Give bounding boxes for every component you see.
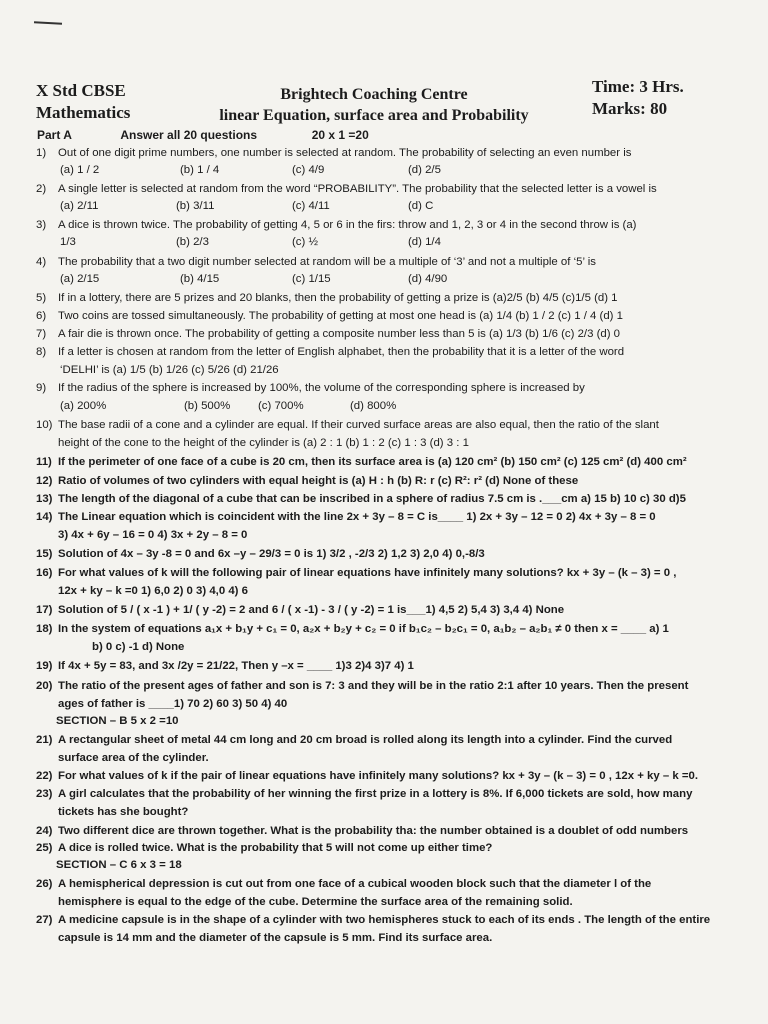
question-number: 18) bbox=[36, 623, 53, 635]
question-number: 17) bbox=[36, 604, 53, 616]
option-d: (d) 2/5 bbox=[408, 164, 441, 176]
marks-label: Marks: 80 bbox=[592, 99, 668, 118]
part-a-label: Part A bbox=[37, 128, 72, 142]
question-6 bbox=[36, 309, 736, 323]
question-16 bbox=[36, 566, 736, 580]
question-text: tickets has she bought? bbox=[58, 806, 189, 818]
class-label: X Std CBSE bbox=[36, 81, 126, 100]
question-text: For what values of k if the pair of linear equations have infinitely many solutions? kx + 3y – (k – 3) = 0 , 12x + ky – k =0. bbox=[58, 770, 699, 782]
question-number: 22) bbox=[36, 770, 53, 782]
option-c: (c) 4/9 bbox=[292, 164, 325, 176]
question-14 bbox=[36, 510, 736, 524]
question-number: 14) bbox=[36, 511, 53, 523]
pen-mark bbox=[34, 21, 62, 24]
question-4 bbox=[36, 255, 736, 269]
option-b: (b) 2/3 bbox=[176, 236, 209, 248]
question-number: 5) bbox=[36, 292, 47, 304]
question-text: If a letter is chosen at random from the letter of English alphabet, then the probability that it is a letter of the word bbox=[58, 346, 625, 358]
question-number: 24) bbox=[36, 825, 53, 837]
question-text: If the radius of the sphere is increased by 100%, the volume of the corresponding sphere is increased by bbox=[58, 382, 585, 394]
question-number: 20) bbox=[36, 680, 53, 692]
question-1 bbox=[36, 146, 736, 160]
question-text: 3) 4x + 6y – 16 = 0 4) 3x + 2y – 8 = 0 bbox=[58, 529, 248, 541]
question-number: 11) bbox=[36, 456, 52, 468]
question-text: A rectangular sheet of metal 44 cm long and 20 cm broad is rolled along its length into a cylinder. Find the curved bbox=[58, 734, 673, 746]
question-number: 1) bbox=[36, 147, 47, 159]
question-14-line2 bbox=[58, 528, 736, 542]
question-21-line2 bbox=[58, 751, 736, 765]
option-d: (d) C bbox=[408, 200, 434, 212]
topic-title: linear Equation, surface area and Probability bbox=[219, 107, 529, 124]
option-c: (c) 4/11 bbox=[292, 200, 330, 212]
question-number: 2) bbox=[36, 183, 47, 195]
question-number: 9) bbox=[36, 382, 47, 394]
question-text: ages of father is ____1) 70 2) 60 3) 50 4) 40 bbox=[58, 698, 288, 710]
question-text: A fair die is thrown once. The probability of getting a composite number less than 5 is (a) 1/3 (b) 1/6 (c) 2/3 (d) 0 bbox=[58, 328, 621, 340]
option-c: (c) 700% bbox=[258, 400, 304, 412]
question-text: hemisphere is equal to the edge of the cube. Determine the surface area of the remaining solid. bbox=[58, 896, 573, 908]
question-text: A dice is thrown twice. The probability of getting 4, 5 or 6 in the firs: throw and 1, 2, 3 or 4 in the second throw is (a) bbox=[58, 219, 637, 231]
exam-header bbox=[36, 77, 736, 130]
question-text: capsule is 14 mm and the diameter of the capsule is 5 mm. Find its surface area. bbox=[58, 932, 493, 944]
question-number: 16) bbox=[36, 567, 53, 579]
question-18 bbox=[36, 622, 736, 636]
option-d: (d) 4/90 bbox=[408, 273, 448, 285]
question-text: A hemispherical depression is cut out from one face of a cubical wooden block such that the diameter l of the bbox=[58, 878, 652, 890]
question-number: 23) bbox=[36, 788, 53, 800]
question-text: The ratio of the present ages of father and son is 7: 3 and they will be in the ratio 2:1 after 10 years. Then the present bbox=[58, 680, 689, 692]
question-text: The Linear equation which is coincident with the line 2x + 3y – 8 = C is____ 1) 2x + 3y – 12 = 0 2) 4x + 3y – 8 = 0 bbox=[58, 511, 656, 523]
option-a: (a) 1 / 2 bbox=[60, 164, 100, 176]
question-text: Two coins are tossed simultaneously. The probability of getting at most one head is (a) 1/4 (b) 1 / 2 (c) 1 / 4 (d) 1 bbox=[58, 310, 623, 322]
question-27-line2 bbox=[58, 931, 736, 945]
part-a-scheme: 20 x 1 =20 bbox=[311, 128, 369, 142]
question-number: 8) bbox=[36, 346, 47, 358]
question-25 bbox=[36, 841, 736, 855]
question-26 bbox=[36, 877, 736, 891]
question-12 bbox=[36, 474, 736, 488]
question-22 bbox=[36, 769, 736, 783]
question-24 bbox=[36, 824, 736, 838]
question-21 bbox=[36, 733, 736, 747]
question-3 bbox=[36, 218, 736, 232]
option-d: (d) 1/4 bbox=[408, 236, 441, 248]
header-right bbox=[592, 76, 684, 120]
time-label: Time: 3 Hrs. bbox=[592, 77, 684, 96]
option-a: 1/3 bbox=[60, 236, 76, 248]
question-19 bbox=[36, 659, 736, 673]
question-9 bbox=[36, 381, 736, 395]
question-text: Solution of 5 / ( x -1 ) + 1/ ( y -2) = 2 and 6 / ( x -1) - 3 / ( y -2) = 1 is___1) 4,5 2) 5,4 3) 3,4 4) None bbox=[58, 604, 565, 616]
question-13 bbox=[36, 492, 736, 506]
question-text: Ratio of volumes of two cylinders with equal height is (a) H : h (b) R: r (c) R²: r² (d) None of these bbox=[58, 475, 579, 487]
question-number: 6) bbox=[36, 310, 47, 322]
question-10 bbox=[36, 418, 736, 432]
centre-name: Brightech Coaching Centre bbox=[280, 86, 468, 103]
option-a: (a) 2/15 bbox=[60, 273, 100, 285]
question-text: Solution of 4x – 3y -8 = 0 and 6x –y – 29/3 = 0 is 1) 3/2 , -2/3 2) 1,2 3) 2,0 4) 0,-8/3 bbox=[58, 548, 485, 560]
question-text: ‘DELHI’ is (a) 1/5 (b) 1/26 (c) 5/26 (d) 21/26 bbox=[60, 364, 279, 376]
question-text: The probability that a two digit number selected at random will be a multiple of ‘3’ and not a multiple of ‘5’ is bbox=[58, 256, 596, 268]
question-text: If in a lottery, there are 5 prizes and 20 blanks, then the probability of getting a prize is (a)2/5 (b) 4/5 (c)1/5 (d) 1 bbox=[58, 292, 618, 304]
question-number: 13) bbox=[36, 493, 53, 505]
question-text: In the system of equations a₁x + b₁y + c₁ = 0, a₂x + b₂y + c₂ = 0 if b₁c₂ – b₂c₁ = 0, a₁b₂ – a₂b₁ ≠ 0 then x = ____ a) 1 bbox=[58, 623, 669, 635]
question-number: 3) bbox=[36, 219, 47, 231]
header-center bbox=[184, 84, 564, 126]
question-2 bbox=[36, 182, 736, 196]
option-b: (b) 4/15 bbox=[180, 273, 220, 285]
header-left bbox=[36, 80, 130, 124]
option-a: (a) 2/11 bbox=[60, 200, 99, 212]
question-number: 10) bbox=[36, 419, 53, 431]
question-text: A single letter is selected at random from the word “PROBABILITY”. The probability that the selected letter is a vowel is bbox=[58, 183, 657, 195]
question-27 bbox=[36, 913, 736, 927]
question-text: For what values of k will the following pair of linear equations have infinitely many solutions? kx + 3y – (k – 3) = 0 , bbox=[58, 567, 677, 579]
question-text: A girl calculates that the probability of her winning the first prize in a lottery is 8%. If 6,000 tickets are sold, how many bbox=[58, 788, 693, 800]
section-c-heading: SECTION – C 6 x 3 = 18 bbox=[56, 859, 182, 871]
question-text: Two different dice are thrown together. What is the probability tha: the number obtained is a doublet of odd numbers bbox=[58, 825, 689, 837]
question-8-line2 bbox=[60, 363, 736, 377]
question-text: A dice is rolled twice. What is the probability that 5 will not come up either time? bbox=[58, 842, 493, 854]
question-text: A medicine capsule is in the shape of a cylinder with two hemispheres stuck to each of its ends . The length of the entire bbox=[58, 914, 711, 926]
question-5 bbox=[36, 291, 736, 305]
question-number: 15) bbox=[36, 548, 53, 560]
question-8 bbox=[36, 345, 736, 359]
option-b: (b) 500% bbox=[184, 400, 231, 412]
question-10-line2 bbox=[58, 436, 736, 450]
option-d: (d) 800% bbox=[350, 400, 397, 412]
question-15 bbox=[36, 547, 736, 561]
question-16-line2 bbox=[58, 584, 736, 598]
question-number: 12) bbox=[36, 475, 53, 487]
question-11 bbox=[36, 455, 736, 469]
question-7 bbox=[36, 327, 736, 341]
question-number: 27) bbox=[36, 914, 53, 926]
option-a: (a) 200% bbox=[60, 400, 107, 412]
question-number: 21) bbox=[36, 734, 53, 746]
option-c: (c) ½ bbox=[292, 236, 318, 248]
subject-label: Mathematics bbox=[36, 103, 131, 122]
question-number: 25) bbox=[36, 842, 53, 854]
question-26-line2 bbox=[58, 895, 736, 909]
question-number: 26) bbox=[36, 878, 53, 890]
question-number: 19) bbox=[36, 660, 53, 672]
question-23-line2 bbox=[58, 805, 736, 819]
question-text: surface area of the cylinder. bbox=[58, 752, 209, 764]
question-text: b) 0 c) -1 d) None bbox=[92, 641, 185, 653]
question-number: 4) bbox=[36, 256, 47, 268]
question-text: If 4x + 5y = 83, and 3x /2y = 21/22, Then y –x = ____ 1)3 2)4 3)7 4) 1 bbox=[58, 660, 414, 672]
question-text: If the perimeter of one face of a cube is 20 cm, then its surface area is (a) 120 cm² (b) 150 cm² (c) 125 cm² (d) 400 cm² bbox=[58, 456, 687, 468]
question-text: Out of one digit prime numbers, one number is selected at random. The probability of selecting an even number is bbox=[58, 147, 632, 159]
question-text: 12x + ky – k =0 1) 6,0 2) 0 3) 4,0 4) 6 bbox=[58, 585, 248, 597]
question-text: The base radii of a cone and a cylinder are equal. If their curved surface areas are also equal, then the ratio of the slant bbox=[58, 419, 659, 431]
question-23 bbox=[36, 787, 736, 801]
question-20 bbox=[36, 679, 736, 693]
question-20-line2 bbox=[58, 697, 736, 711]
question-text: The length of the diagonal of a cube that can be inscribed in a sphere of radius 7.5 cm is .___cm a) 15 b) 10 c) 30 d)5 bbox=[58, 493, 686, 505]
question-18-line2 bbox=[92, 640, 736, 654]
part-a-heading bbox=[37, 128, 369, 142]
question-number: 7) bbox=[36, 328, 47, 340]
option-b: (b) 3/11 bbox=[176, 200, 215, 212]
section-b-heading: SECTION – B 5 x 2 =10 bbox=[56, 715, 179, 727]
option-c: (c) 1/15 bbox=[292, 273, 331, 285]
option-b: (b) 1 / 4 bbox=[180, 164, 220, 176]
part-a-instruction: Answer all 20 questions bbox=[120, 128, 258, 142]
question-17 bbox=[36, 603, 736, 617]
question-text: height of the cone to the height of the cylinder is (a) 2 : 1 (b) 1 : 2 (c) 1 : 3 (d) 3 : 1 bbox=[58, 437, 469, 449]
